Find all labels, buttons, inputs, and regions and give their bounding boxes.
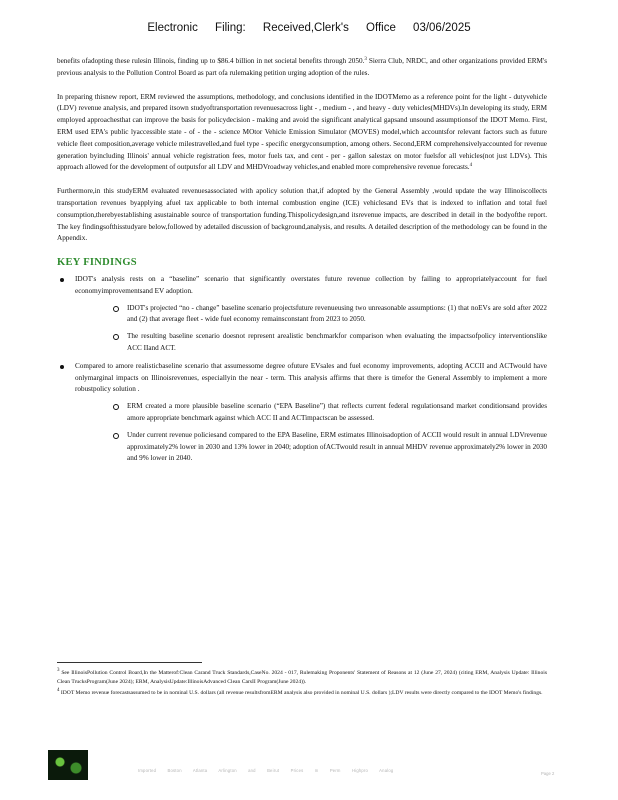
footnote-3-text: See IllinoisPollution Control Board,In the Matterof:Clean Carand Truck Standards,CaseNo. 2024 - 017, Rulemaking Proponents' Statement of Reasons at 12 (June 27, 2024) (citing ERM, Analysis Update: Illinois Clean TrucksProgram(June 2024); ERM, AnalysisUpdate:IllinoisAdvanced Clean CarsII Program(June 2024)).: [57, 670, 547, 685]
footer-nav: Imported Boston Atlanta Arlington and Beirut Prices m Perm Highpro Analog: [138, 768, 394, 773]
footnote-4: [57, 689, 547, 698]
document-body: [57, 56, 547, 471]
erm-logo-icon: [48, 750, 88, 780]
finding-2: [57, 361, 547, 465]
finding-1-text: IDOT's analysis rests on a “baseline” scenario that significantly overstates future revenue collection by failing to appropriatelyaccount for fuel economyimprovementsand EV adoption.: [75, 274, 547, 295]
footnote-4-number: 4: [57, 688, 60, 694]
finding-1-sub-2: The resulting baseline scenario doesnot represent arealistic benchmarkfor comparison when evaluating the impactsofpolicy interventionslike ACC IIand ACT.: [113, 331, 547, 355]
footnote-3: [57, 669, 547, 686]
finding-1: [57, 274, 547, 355]
paragraph-2-text: In preparing thisnew report, ERM reviewed the assumptions, methodology, and conclusions identified in the IDOTMemo as a reference point for the light - dutyvehicle (LDV) revenue analysis, and prepared itsown studyoftransportation revenuesacross light - , medium - , and heavy - duty vehicles(MHDVs).In developing its study, ERM employed approachesthat can improve the basis for policydecision - making and avoid the significant analytical gapsand unsound assumptionsof the IDOT Memo. First, ERM used EPA's public lyaccessible state - of - the - science MOtor Vehicle Emission Simulator (MOVES) model,which accountsfor relevant factors such as future vehicle fleet composition,average vehicle milestravelled,and fuel type - specific energyconsumption, among others. Second,ERM comprehensivelyaccounted for revenue generation byincluding Illinois' annual vehicle registration fees, motor fuels tax, and cent - per - gallon salestax on motor fuelsfor all vehicles(not just LDVs). This approach allowed for the development of outputsfor all LDV and MHDVroadway vehicles,and enabled more comprehensive revenue forecasts.: [57, 92, 547, 172]
footnote-ref-3[interactable]: 3: [364, 57, 367, 62]
paragraph-1-text-2: Sierra Club, NRDC, and other organizations provided ERM's previous analysis to the Pollution Control Board as part ofa rulemaking petition urging adoption of the rules.: [57, 57, 548, 77]
finding-2-sub-1: ERM created a more plausible baseline scenario (“EPA Baseline”) that reflects current federal regulationsand market conditionsand provides amore appropriate benchmark against which ACC II and ACTimpactscan be assessed.: [113, 401, 547, 425]
paragraph-1-text: benefits ofadopting these rulesin Illinois, finding up to $86.4 billion in net societal benefits through 2050.: [57, 57, 365, 65]
key-findings-heading: KEY FINDINGS: [57, 257, 137, 269]
paragraph-1: [57, 56, 547, 80]
footnote-3-number: 3: [57, 668, 60, 673]
footnotes: [57, 662, 547, 701]
footnote-4-text: IDOT Memo revenue forecastsassumed to be in nominal U.S. dollars (all revenue resultsfromERM analysis also provided in nominal U.S. dollars );LDV results were directly compared to the IDOT Memo's findings.: [60, 690, 543, 697]
finding-2-sub-2: Under current revenue policiesand compared to the EPA Baseline, ERM estimates Illinoisadoption of ACCII would result in annual LDVrevenue approximately2% lower in 2030 and 13% lower in 2040; adoption ofACTwould result in annual MHDV revenue approximately2% lower in 2030 and 9% lower in 2040.: [113, 430, 547, 465]
filing-header: Electronic Filing: Received,Clerk's Office 03/06/2025: [147, 22, 471, 34]
page-number: Page 2: [541, 771, 555, 776]
finding-1-sub-1: IDOT's projected “no - change” baseline scenario projectsfuture revenueusing two unreasonable assumptions: (1) that noEVs are sold after 2022 and (2) that average fleet - wide fuel economy remainsconstant from 2023 to 2050.: [113, 303, 547, 327]
paragraph-2: [57, 92, 547, 175]
paragraph-3: Furthermore,in this studyERM evaluated revenuesassociated with apolicy solution that,if adopted by the General Assembly ,would update the way Illinoiscollects transportation revenues byapplying afuel tax applicable to both internal combustion engine (ICE) vehiclesand EVs that is indexed to inflation and total fuel consumption,therebyestablishing asustainable source of transportation funding.Thispolicydesign,and itsrevenue impacts, are described in detail in the bodyofthe report. The key findingsofthisstudyare below,followed by adetailed discussion of background,analysis, and results. A detailed description of the methodology can be found in the Appendix.: [57, 187, 547, 243]
footnote-divider: [57, 662, 202, 663]
footnote-ref-4[interactable]: 4: [469, 163, 473, 169]
finding-2-text: Compared to amore realisticbaseline scenario that assumessome degree ofuture EVsales and fuel economy improvements, adopting ACCII and ACTwould have onlymarginal impacts on Illinoisrevenues, especiallyin the near - term. This analysis affirms that there is timefor the General Assembly to implement a more robustpolicy solution .: [75, 361, 547, 394]
